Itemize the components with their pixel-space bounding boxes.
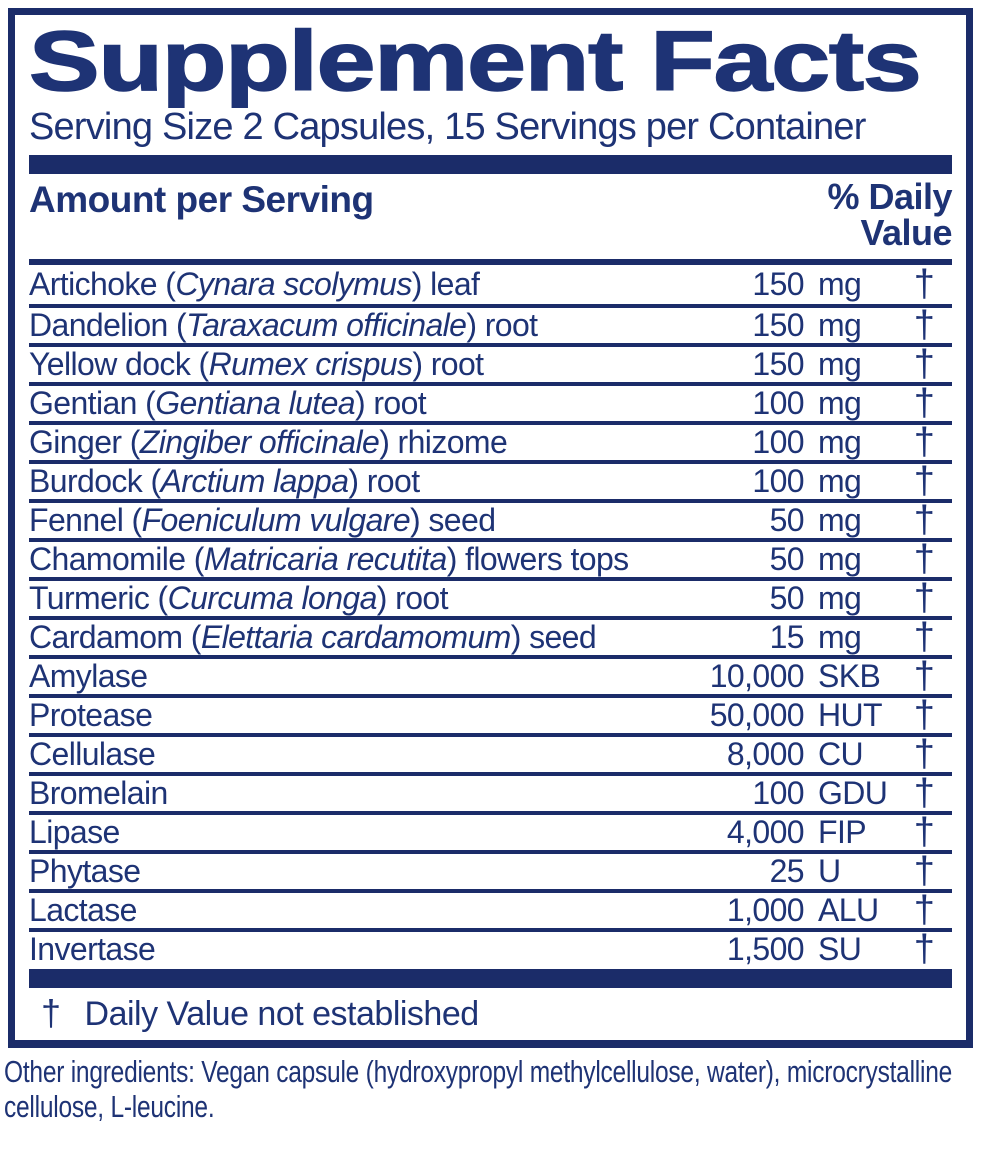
ingredient-name-common: Yellow dock ( bbox=[29, 346, 209, 382]
ingredient-name bbox=[29, 775, 644, 812]
ingredient-unit: CU bbox=[818, 736, 864, 772]
ingredient-name-common: Phytase bbox=[29, 853, 141, 889]
table-row bbox=[29, 577, 952, 619]
ingredient-unit: mg bbox=[818, 502, 862, 538]
table-row bbox=[29, 928, 952, 970]
table-row bbox=[29, 694, 952, 736]
ingredient-name bbox=[29, 658, 644, 695]
table-row bbox=[29, 889, 952, 931]
ingredient-name-common: Turmeric ( bbox=[29, 580, 168, 616]
ingredient-name bbox=[29, 424, 644, 461]
ingredient-name-common: Bromelain bbox=[29, 775, 168, 811]
ingredient-name-common: Protease bbox=[29, 697, 153, 733]
ingredient-name-common: Ginger ( bbox=[29, 424, 140, 460]
ingredient-name bbox=[29, 697, 644, 734]
daily-value-symbol: † bbox=[913, 343, 935, 385]
ingredient-name bbox=[29, 502, 644, 539]
ingredient-name-latin: Gentiana lutea bbox=[155, 385, 355, 421]
ingredient-name bbox=[29, 307, 644, 344]
ingredient-name-common: Chamomile ( bbox=[29, 541, 204, 577]
ingredient-name bbox=[29, 580, 644, 617]
ingredient-name-part: ) seed bbox=[510, 619, 597, 655]
serving-size-line: Serving Size 2 Capsules, 15 Servings per Container bbox=[29, 106, 866, 148]
supplement-facts-panel bbox=[8, 8, 973, 1048]
table-row bbox=[29, 811, 952, 853]
ingredient-name-part: ) root bbox=[376, 580, 448, 616]
ingredient-name-common: Artichoke ( bbox=[29, 266, 176, 302]
table-row bbox=[29, 772, 952, 814]
daily-value-footnote-text: Daily Value not established bbox=[84, 995, 479, 1033]
ingredient-name-common: Invertase bbox=[29, 931, 156, 967]
table-row bbox=[29, 499, 952, 541]
daily-value-symbol: † bbox=[913, 538, 935, 580]
daily-value-symbol: † bbox=[913, 421, 935, 463]
dagger-symbol: † bbox=[41, 992, 61, 1033]
ingredient-name-part: ) root bbox=[412, 346, 484, 382]
table-row bbox=[29, 304, 952, 346]
ingredient-name-common: Amylase bbox=[29, 658, 148, 694]
ingredient-name-latin: Arctium lappa bbox=[160, 463, 349, 499]
ingredient-table bbox=[29, 263, 952, 970]
divider-bar-top bbox=[29, 155, 952, 174]
daily-value-symbol: † bbox=[913, 811, 935, 853]
daily-value-symbol: † bbox=[913, 850, 935, 892]
daily-value-symbol: † bbox=[913, 460, 935, 502]
daily-value-symbol: † bbox=[913, 772, 935, 814]
table-row bbox=[29, 733, 952, 775]
daily-value-symbol: † bbox=[913, 263, 935, 305]
ingredient-unit: HUT bbox=[818, 697, 882, 733]
ingredient-amount: 4,000 bbox=[726, 814, 804, 850]
ingredient-amount: 1,000 bbox=[726, 892, 804, 928]
table-row bbox=[29, 616, 952, 658]
ingredient-name-latin: Zingiber officinale bbox=[139, 424, 380, 460]
ingredient-unit: mg bbox=[818, 266, 862, 302]
ingredient-name-latin: Matricaria recutita bbox=[203, 541, 447, 577]
daily-value-header bbox=[827, 176, 952, 253]
ingredient-unit: SKB bbox=[818, 658, 881, 694]
table-row bbox=[29, 538, 952, 580]
ingredient-unit: mg bbox=[818, 307, 862, 343]
ingredient-amount: 15 bbox=[769, 619, 804, 655]
ingredient-unit: U bbox=[818, 853, 841, 889]
ingredient-name-part: ) leaf bbox=[411, 266, 480, 302]
ingredient-name bbox=[29, 385, 644, 422]
daily-value-symbol: † bbox=[913, 577, 935, 619]
ingredient-amount: 150 bbox=[752, 346, 804, 382]
table-row bbox=[29, 421, 952, 463]
daily-value-symbol: † bbox=[913, 733, 935, 775]
ingredient-name-common: Cardamom ( bbox=[29, 619, 201, 655]
ingredient-name-latin: Elettaria cardamomum bbox=[200, 619, 511, 655]
ingredient-amount: 1,500 bbox=[726, 931, 804, 967]
ingredient-unit: ALU bbox=[818, 892, 879, 928]
table-row bbox=[29, 850, 952, 892]
table-row bbox=[29, 265, 952, 304]
other-ingredients-text: Other ingredients: Vegan capsule (hydroxypropyl methylcellulose, water), microcrystalline cellulose, L-leucine. bbox=[4, 1054, 953, 1124]
ingredient-name-part: ) rhizome bbox=[379, 424, 508, 460]
ingredient-name bbox=[29, 736, 644, 773]
ingredient-name-common: Burdock ( bbox=[29, 463, 161, 499]
ingredient-name bbox=[29, 266, 644, 303]
ingredient-name-part: ) root bbox=[355, 385, 427, 421]
daily-value-symbol: † bbox=[913, 382, 935, 424]
ingredient-name bbox=[29, 463, 644, 500]
daily-value-symbol: † bbox=[913, 655, 935, 697]
ingredient-unit: mg bbox=[818, 463, 862, 499]
panel-title: Supplement Facts bbox=[29, 14, 921, 108]
divider-bar-bottom bbox=[29, 969, 952, 988]
ingredient-amount: 50 bbox=[769, 541, 804, 577]
daily-value-header-line1: % Daily bbox=[827, 176, 952, 217]
ingredient-amount: 150 bbox=[752, 266, 804, 302]
ingredient-name bbox=[29, 892, 644, 929]
ingredient-amount: 8,000 bbox=[726, 736, 804, 772]
ingredient-amount: 50 bbox=[769, 580, 804, 616]
ingredient-amount: 50,000 bbox=[709, 697, 804, 733]
ingredient-name-part: ) root bbox=[348, 463, 420, 499]
ingredient-unit: mg bbox=[818, 541, 862, 577]
daily-value-symbol: † bbox=[913, 889, 935, 931]
daily-value-symbol: † bbox=[913, 616, 935, 658]
ingredient-unit: GDU bbox=[818, 775, 888, 811]
ingredient-name-latin: Curcuma longa bbox=[167, 580, 377, 616]
daily-value-symbol: † bbox=[913, 499, 935, 541]
ingredient-name-part: ) flowers tops bbox=[446, 541, 629, 577]
ingredient-name-part: ) seed bbox=[410, 502, 496, 538]
table-row bbox=[29, 460, 952, 502]
ingredient-name-common: Gentian ( bbox=[29, 385, 156, 421]
daily-value-symbol: † bbox=[913, 304, 935, 346]
ingredient-unit: SU bbox=[818, 931, 862, 967]
ingredient-name bbox=[29, 619, 644, 656]
daily-value-symbol: † bbox=[913, 928, 935, 970]
ingredient-name-latin: Foeniculum vulgare bbox=[141, 502, 411, 538]
daily-value-footnote bbox=[29, 988, 952, 1036]
daily-value-header-line2: Value bbox=[860, 212, 952, 253]
ingredient-name bbox=[29, 346, 644, 383]
ingredient-name bbox=[29, 541, 644, 578]
ingredient-unit: FIP bbox=[818, 814, 866, 850]
ingredient-amount: 25 bbox=[769, 853, 804, 889]
ingredient-name bbox=[29, 931, 644, 968]
ingredient-amount: 100 bbox=[752, 775, 804, 811]
table-row bbox=[29, 655, 952, 697]
ingredient-name bbox=[29, 814, 644, 851]
ingredient-name-part: ) root bbox=[466, 307, 538, 343]
ingredient-amount: 100 bbox=[752, 385, 804, 421]
ingredient-amount: 50 bbox=[769, 502, 804, 538]
table-row bbox=[29, 382, 952, 424]
ingredient-amount: 150 bbox=[752, 307, 804, 343]
table-row bbox=[29, 343, 952, 385]
ingredient-name-latin: Rumex crispus bbox=[208, 346, 413, 382]
ingredient-name-common: Fennel ( bbox=[29, 502, 142, 538]
ingredient-name-latin: Taraxacum officinale bbox=[186, 307, 467, 343]
ingredient-name-latin: Cynara scolymus bbox=[175, 266, 412, 302]
ingredient-amount: 100 bbox=[752, 424, 804, 460]
ingredient-name-common: Lactase bbox=[29, 892, 137, 928]
amount-per-serving-header: Amount per Serving bbox=[29, 179, 374, 220]
ingredient-name-common: Dandelion ( bbox=[29, 307, 187, 343]
ingredient-amount: 100 bbox=[752, 463, 804, 499]
ingredient-unit: mg bbox=[818, 619, 862, 655]
table-header bbox=[29, 174, 952, 251]
ingredient-amount: 10,000 bbox=[709, 658, 804, 694]
ingredient-name-common: Cellulase bbox=[29, 736, 156, 772]
ingredient-unit: mg bbox=[818, 385, 862, 421]
ingredient-unit: mg bbox=[818, 424, 862, 460]
ingredient-name bbox=[29, 853, 644, 890]
daily-value-symbol: † bbox=[913, 694, 935, 736]
ingredient-unit: mg bbox=[818, 346, 862, 382]
ingredient-name-common: Lipase bbox=[29, 814, 120, 850]
ingredient-unit: mg bbox=[818, 580, 862, 616]
